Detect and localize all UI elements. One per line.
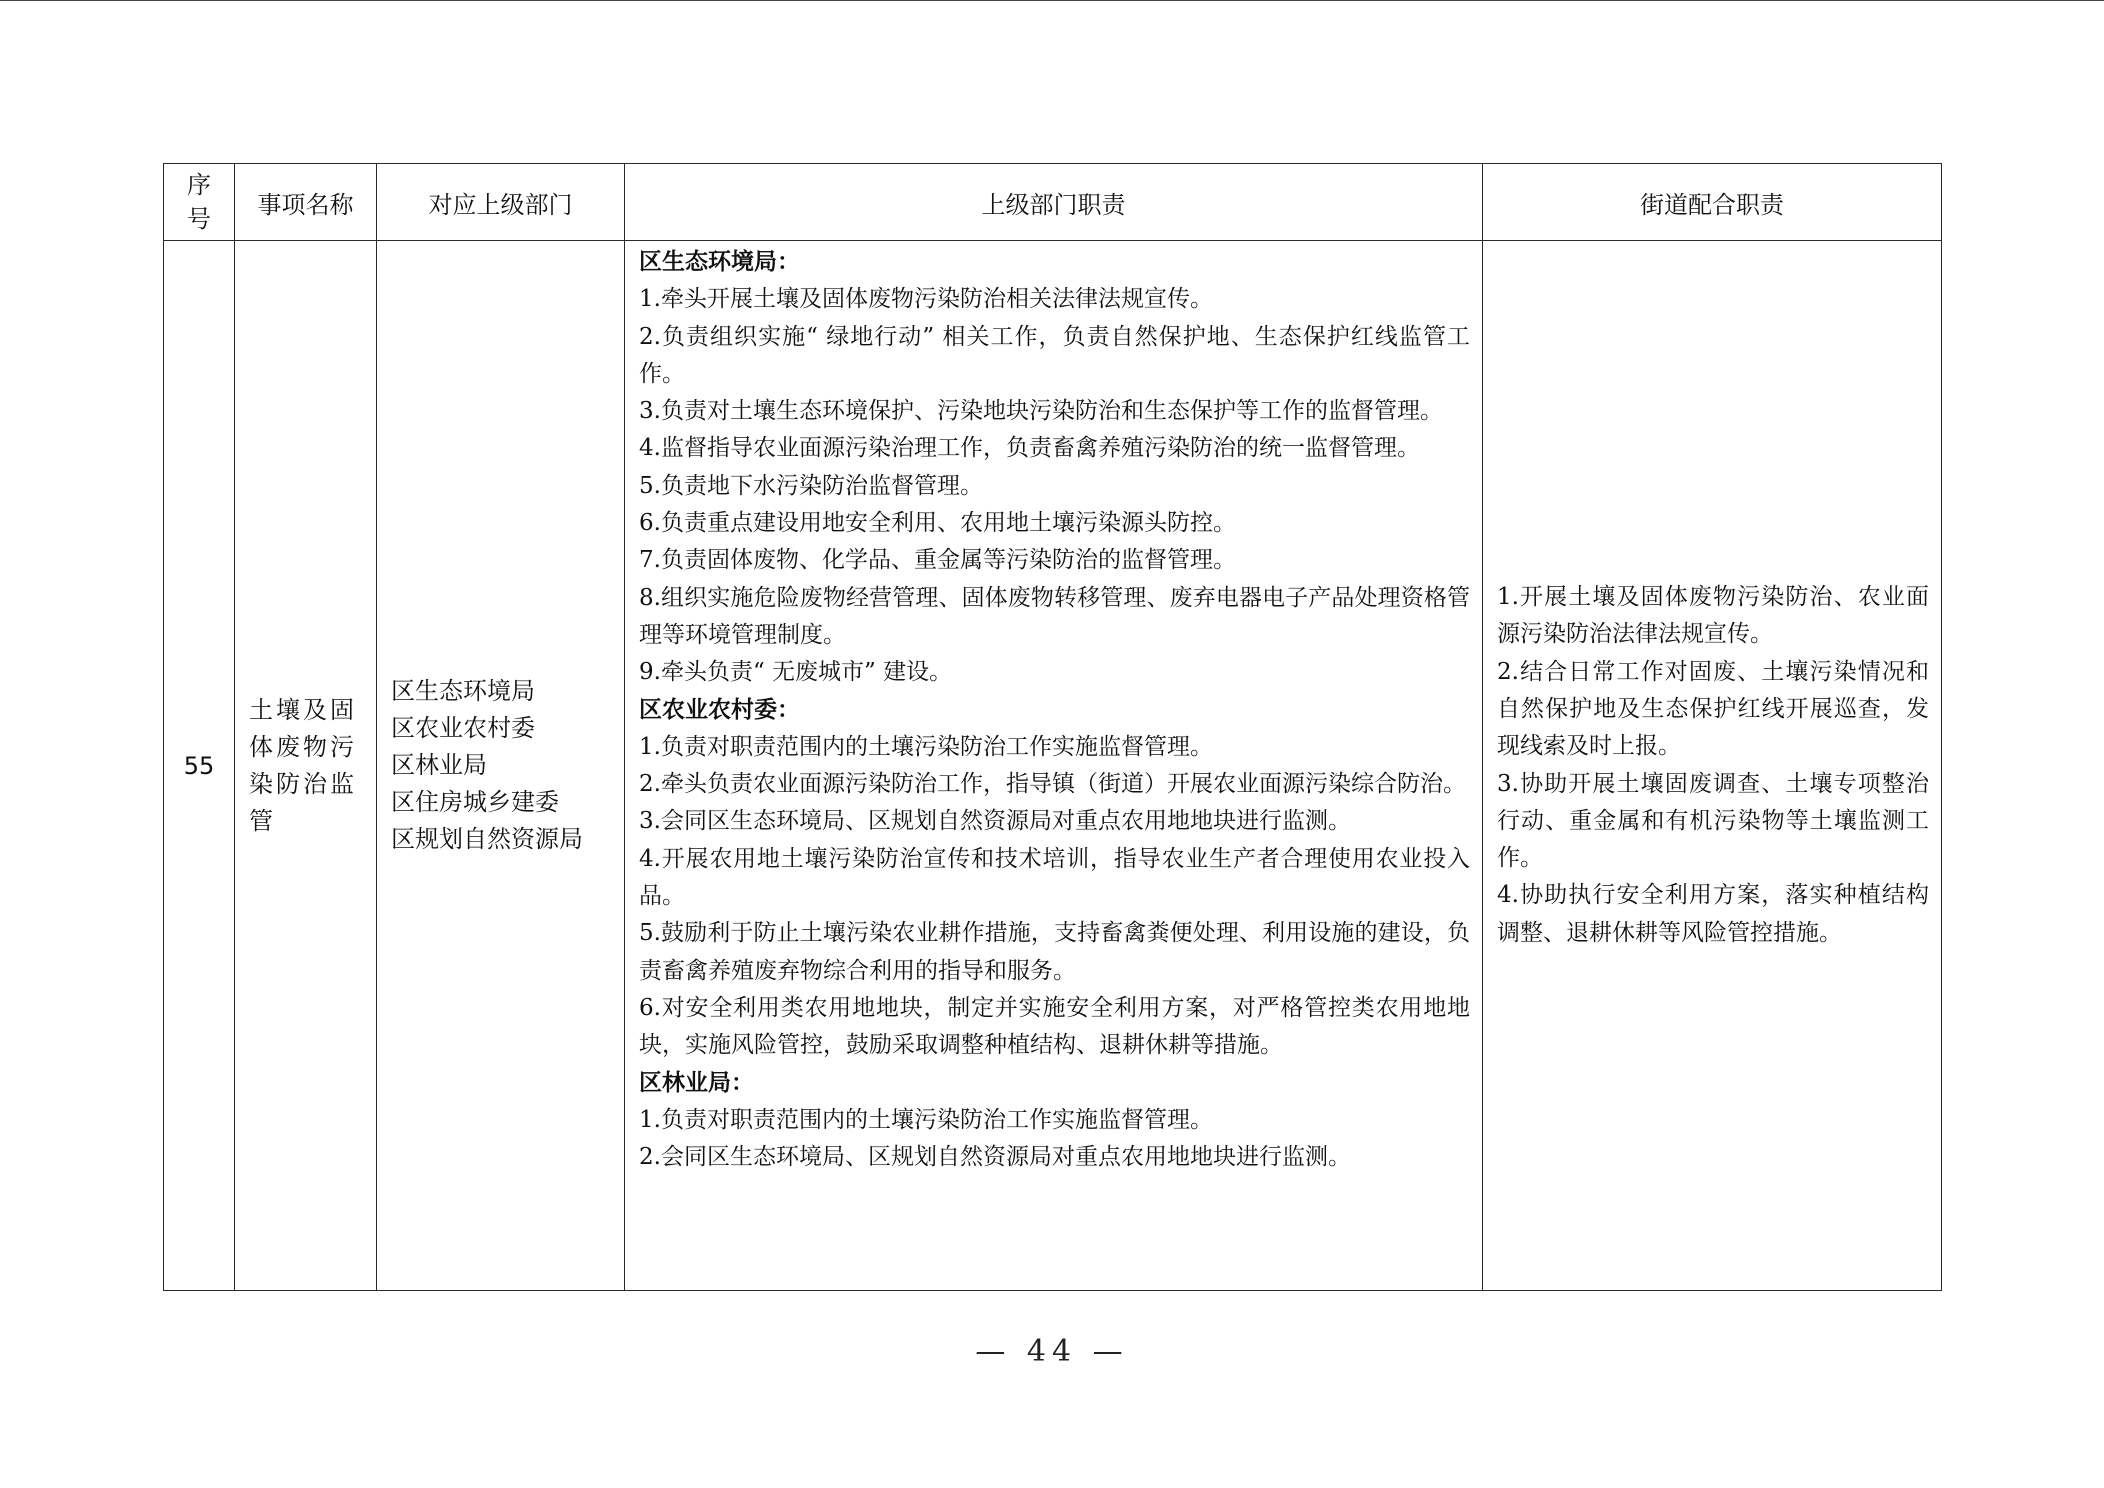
street-duty-item: 4.协助执行安全利用方案，落实种植结构调整、退耕休耕等风险管控措施。 [1497, 882, 1929, 946]
page-number: — 44 — [975, 1334, 1129, 1369]
upper-dept-item: 区规划自然资源局 [391, 825, 583, 853]
table-header-row [164, 164, 1942, 241]
header-item-name: 事项名称 [235, 164, 377, 241]
row-upper-duties [625, 241, 1483, 1291]
street-duty-item: 3.协助开展土壤固废调查、土壤专项整治行动、重金属和有机污染物等土壤监测工作。 [1497, 770, 1929, 872]
duty-group-heading: 区林业局： [639, 1069, 754, 1096]
header-seq [164, 164, 235, 241]
street-duty-item: 1.开展土壤及固体废物污染防治、农业面源污染防治法律法规宣传。 [1497, 584, 1929, 648]
duty-item: 1.负责对职责范围内的土壤污染防治工作实施监督管理。 [639, 1106, 1213, 1133]
duty-item: 3.会同区生态环境局、区规划自然资源局对重点农用地地块进行监测。 [639, 808, 1351, 835]
duty-item: 2.牵头负责农业面源污染防治工作，指导镇（街道）开展农业面源污染综合防治。 [639, 771, 1466, 798]
header-street-duties: 街道配合职责 [1483, 164, 1942, 241]
header-upper-duties: 上级部门职责 [625, 164, 1483, 241]
duty-item: 9.牵头负责“ 无废城市” 建设。 [639, 659, 953, 686]
row-seq: 55 [164, 241, 235, 1291]
row-street-duties [1483, 241, 1942, 1291]
top-border-line [0, 0, 2104, 1]
header-seq-line-1: 序 [187, 171, 211, 199]
table-row [164, 241, 1942, 1291]
duty-item: 4.监督指导农业面源污染治理工作，负责畜禽养殖污染防治的统一监督管理。 [639, 435, 1420, 462]
header-seq-line-2: 号 [187, 205, 211, 233]
duty-item: 1.牵头开展土壤及固体废物污染防治相关法律法规宣传。 [639, 286, 1213, 313]
duty-item: 5.鼓励利于防止土壤污染农业耕作措施，支持畜禽粪便处理、利用设施的建设，负责畜禽养殖废弃物综合利用的指导和服务。 [639, 920, 1470, 984]
duty-group-heading: 区农业农村委： [639, 696, 800, 723]
duty-group-heading: 区生态环境局： [639, 249, 800, 275]
duty-item: 8.组织实施危险废物经营管理、固体废物转移管理、废弃电器电子产品处理资格管理等环境管理制度。 [639, 584, 1470, 648]
duty-item: 2.会同区生态环境局、区规划自然资源局对重点农用地地块进行监测。 [639, 1144, 1351, 1171]
responsibility-table [163, 163, 1942, 1291]
header-upper-dept: 对应上级部门 [377, 164, 625, 241]
street-duty-item: 2.结合日常工作对固废、土壤污染情况和自然保护地及生态保护红线开展巡查，发现线索及时上报。 [1497, 658, 1929, 760]
upper-dept-item: 区生态环境局 [391, 677, 535, 705]
duty-item: 6.对安全利用类农用地地块，制定并实施安全利用方案，对严格管控类农用地地块，实施风险管控，鼓励采取调整种植结构、退耕休耕等措施。 [639, 994, 1470, 1059]
upper-dept-item: 区住房城乡建委 [391, 788, 559, 816]
upper-dept-item: 区农业农村委 [391, 714, 535, 742]
row-upper-depts [377, 241, 625, 1291]
duty-item: 7.负责固体废物、化学品、重金属等污染防治的监督管理。 [639, 547, 1236, 574]
duty-item: 2.负责组织实施“ 绿地行动” 相关工作，负责自然保护地、生态保护红线监管工作。 [639, 323, 1470, 387]
row-item-name: 土壤及固体废物污染防治监管 [235, 241, 377, 1291]
duty-item: 1.负责对职责范围内的土壤污染防治工作实施监督管理。 [639, 733, 1213, 760]
duty-item: 5.负责地下水污染防治监督管理。 [639, 472, 983, 499]
duty-item: 6.负责重点建设用地安全利用、农用地土壤污染源头防控。 [639, 510, 1236, 537]
duty-item: 3.负责对土壤生态环境保护、污染地块污染防治和生态保护等工作的监督管理。 [639, 398, 1443, 425]
upper-dept-item: 区林业局 [391, 751, 487, 779]
duty-item: 4.开展农用地土壤污染防治宣传和技术培训，指导农业生产者合理使用农业投入品。 [639, 845, 1470, 910]
